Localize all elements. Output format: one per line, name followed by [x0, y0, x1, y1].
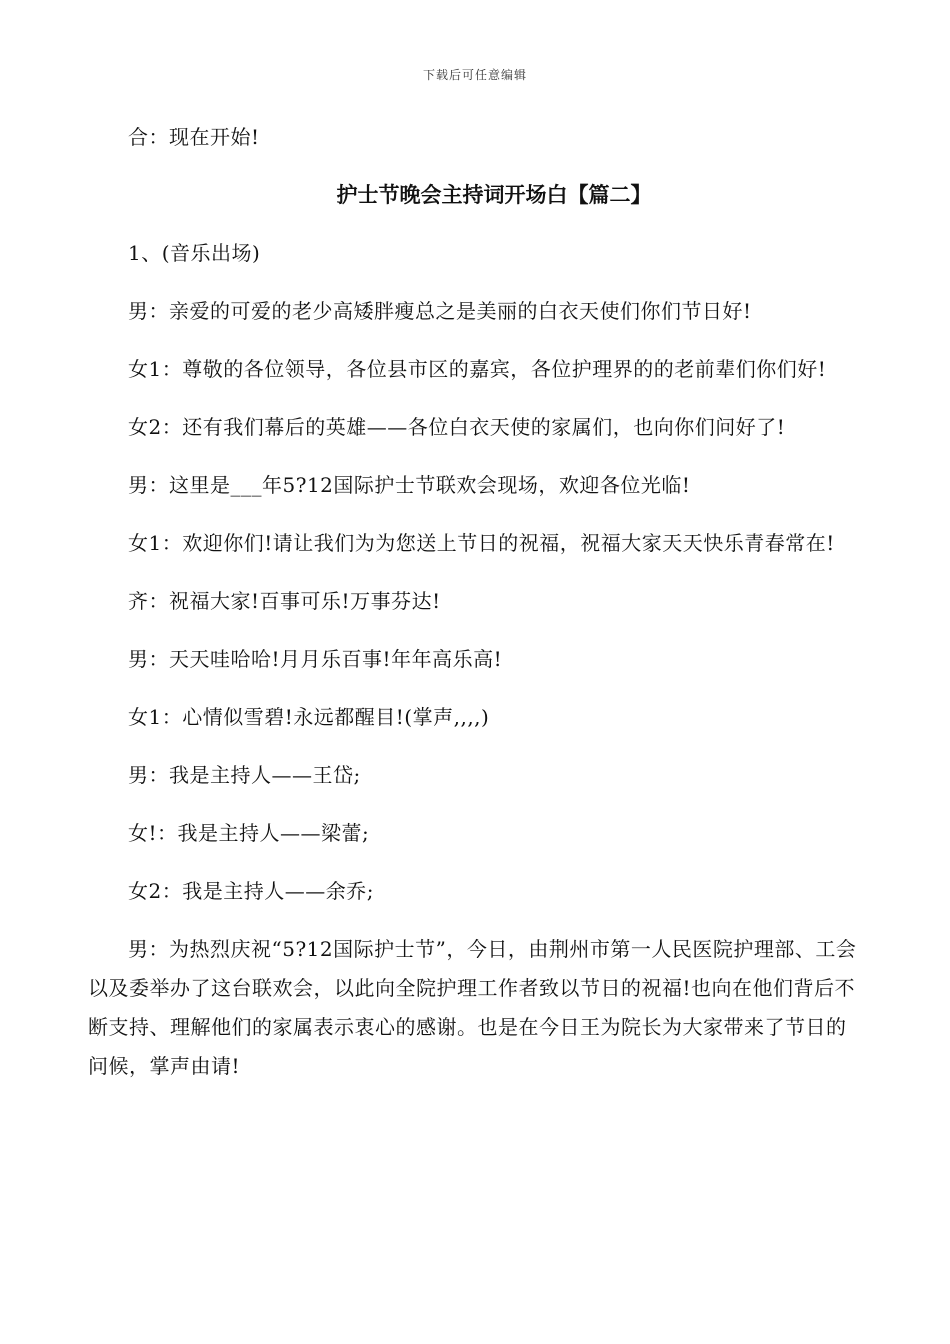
paragraph: 男：我是主持人——王岱;: [128, 763, 361, 787]
paragraph: 男：为热烈庆祝“5?12国际护士节”，今日，由荆州市第一人民医院护理部、工会以及委举办了这台联欢会，以此向全院护理工作者致以节日的祝福!也向在他们背后不断支持、理解他们的家属表示衷心的感谢。也是在今日王为院长为大家带来了节日的问候，掌声由请!: [88, 937, 857, 1078]
intro-line: 合：现在开始!: [128, 125, 260, 149]
paragraph: 男：天天哇哈哈!月月乐百事!年年高乐高!: [128, 647, 503, 671]
paragraph: 齐：祝福大家!百事可乐!万事芬达!: [128, 589, 441, 613]
header-note: 下载后可任意编辑: [422, 68, 527, 82]
paragraph: 女2：我是主持人——余乔;: [128, 879, 374, 903]
paragraph: 女!：我是主持人——梁蕾;: [128, 821, 370, 845]
paragraph: 女1：欢迎你们!请让我们为为您送上节日的祝福，祝福大家天天快乐青春常在!: [128, 531, 835, 555]
paragraph: 男：亲爱的可爱的老少高矮胖瘦总之是美丽的白衣天使们你们节日好!: [128, 299, 752, 323]
paragraph: 女1：尊敬的各位领导，各位县市区的嘉宾，各位护理界的的老前辈们你们好!: [128, 357, 827, 381]
document-body: [88, 118, 860, 1105]
paragraph: 1、(音乐出场): [128, 241, 261, 265]
paragraph: 女2：还有我们幕后的英雄——各位白衣天使的家属们，也向你们问好了!: [128, 415, 786, 439]
paragraph: 女1：心情似雪碧!永远都醒目!(掌声,,,,): [128, 705, 490, 729]
section-title: 护士节晚会主持词开场白【篇二】: [336, 183, 652, 207]
paragraph: 男：这里是___年5?12国际护士节联欢会现场，欢迎各位光临!: [128, 473, 691, 497]
